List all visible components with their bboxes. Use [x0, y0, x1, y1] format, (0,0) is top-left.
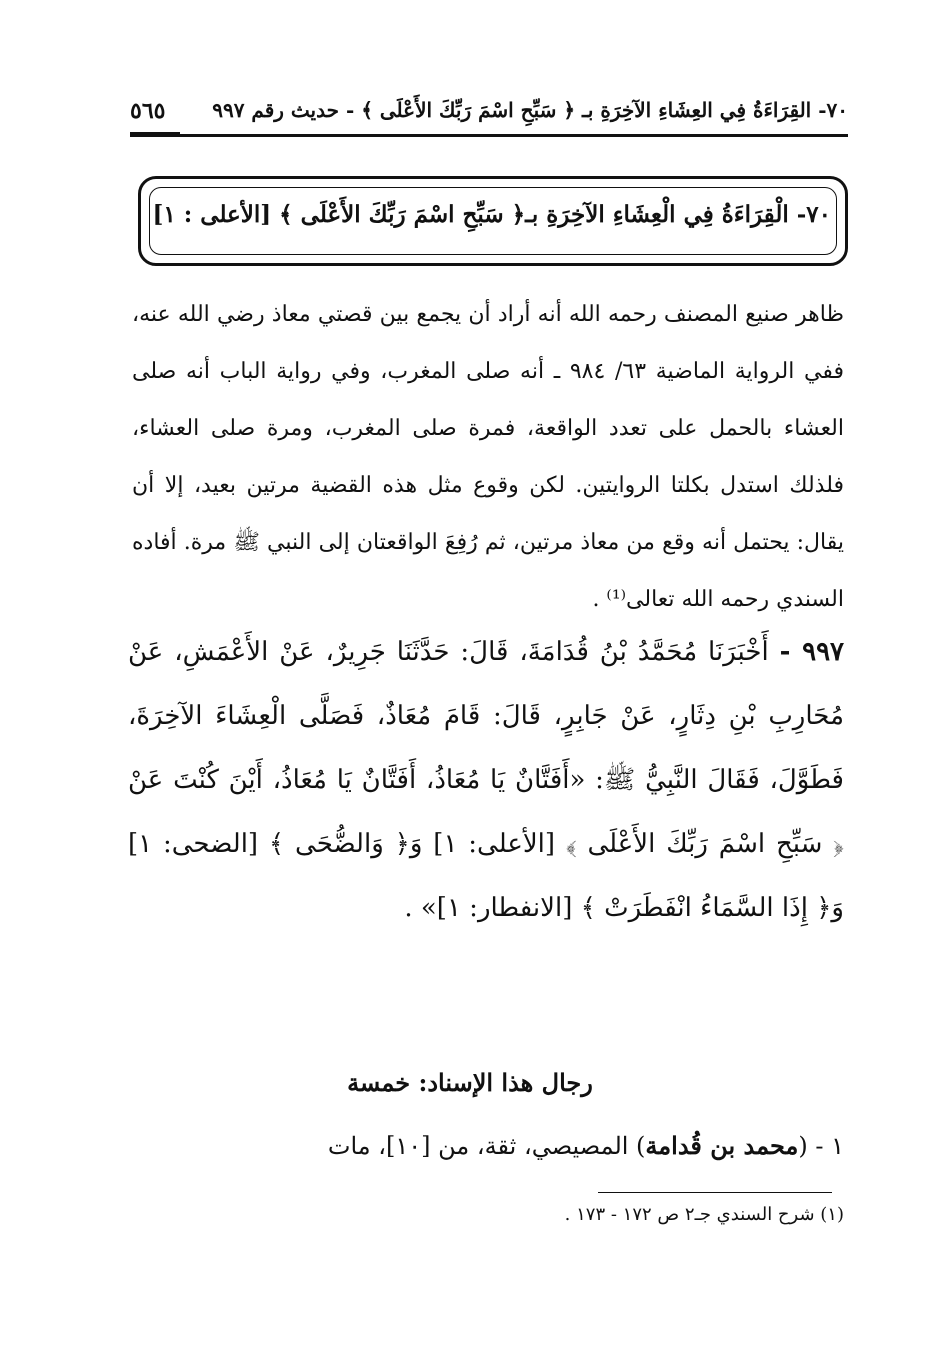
footnote: (١) شرح السندي جـ٢ ص ١٧٢ - ١٧٣ .	[564, 1204, 844, 1225]
header-rule-accent	[130, 132, 180, 137]
commentary-paragraph: ظاهر صنيع المصنف رحمه الله أنه أراد أن يجمع بين قصتي معاذ رضي الله عنه، ففي الرواية الماضية ٦٣/ ٩٨٤ ـ أنه صلى المغرب، وفي رواية الباب أنه صلى العشاء بالحمل على تعدد الواقعة، فمرة صلى المغرب، ومرة صلى العشاء، فلذلك استدل بكلتا الروايتين. لكن وقوع مثل هذه القضية مرتين بعيد، إلا أن يقال: يحتمل أنه وقع من معاذ مرتين، ثم رُفِعَ الواقعتان إلى النبي ﷺ مرة. أفاده السندي رحمه الله تعالى⁽¹⁾ .	[132, 302, 844, 612]
running-header-title: ٧٠- القِرَاءَةُ فِي العِشَاءِ الآخِرَةِ بـ ﴿ سَبِّحِ اسْمَ رَبِّكَ الأَعْلَى ﴾ - حديث رقم ٩٩٧	[212, 98, 848, 122]
narrator-name: محمد بن قُدامة	[645, 1131, 799, 1160]
header-rule	[130, 134, 848, 137]
footnote-rule	[598, 1192, 832, 1193]
page-number: ٥٦٥	[130, 98, 166, 124]
hadith-number: ٩٩٧ -	[779, 637, 845, 667]
section-heading: رجال هذا الإسناد: خمسة	[347, 1068, 593, 1097]
hadith-block	[128, 620, 844, 940]
chapter-title-frame	[138, 176, 848, 266]
narrator-entry	[128, 1124, 844, 1168]
running-header	[130, 96, 848, 130]
hadith-text: أَخْبَرَنَا مُحَمَّدُ بْنُ قُدَامَةَ، قَالَ: حَدَّثَنَا جَرِيرٌ، عَنْ الأَعْمَشِ، عَنْ مُحَارِبِ بْنِ دِثَارٍ، عَنْ جَابِرٍ، قَالَ: قَامَ مُعَاذٌ، فَصَلَّى الْعِشَاءَ الآخِرَةَ، فَطَوَّلَ، فَقَالَ النَّبِيُّ ﷺ: «أَفَتَّانٌ يَا مُعَاذُ، أَفَتَّانٌ يَا مُعَاذُ، أَيْنَ كُنْتَ عَنْ ﴿ سَبِّحِ اسْمَ رَبِّكَ الأَعْلَى ﴾ [الأعلى: ١] وَ﴿ وَالضُّحَى ﴾ [الضحى: ١] وَ﴿ إِذَا السَّمَاءُ انْفَطَرَتْ ﴾ [الانفطار: ١]» .	[128, 637, 844, 923]
chapter-title: ٧٠- الْقِرَاءَةُ فِي الْعِشَاءِ الآخِرَةِ بـ﴿ سَبِّحِ اسْمَ رَبِّكَ الأَعْلَى ﴾ [الأعلى : ١]	[152, 201, 831, 228]
narrator-details: ) المصيصي، ثقة، من [١٠]، مات	[327, 1132, 646, 1160]
narrator-prefix: ١ - (	[798, 1132, 844, 1160]
